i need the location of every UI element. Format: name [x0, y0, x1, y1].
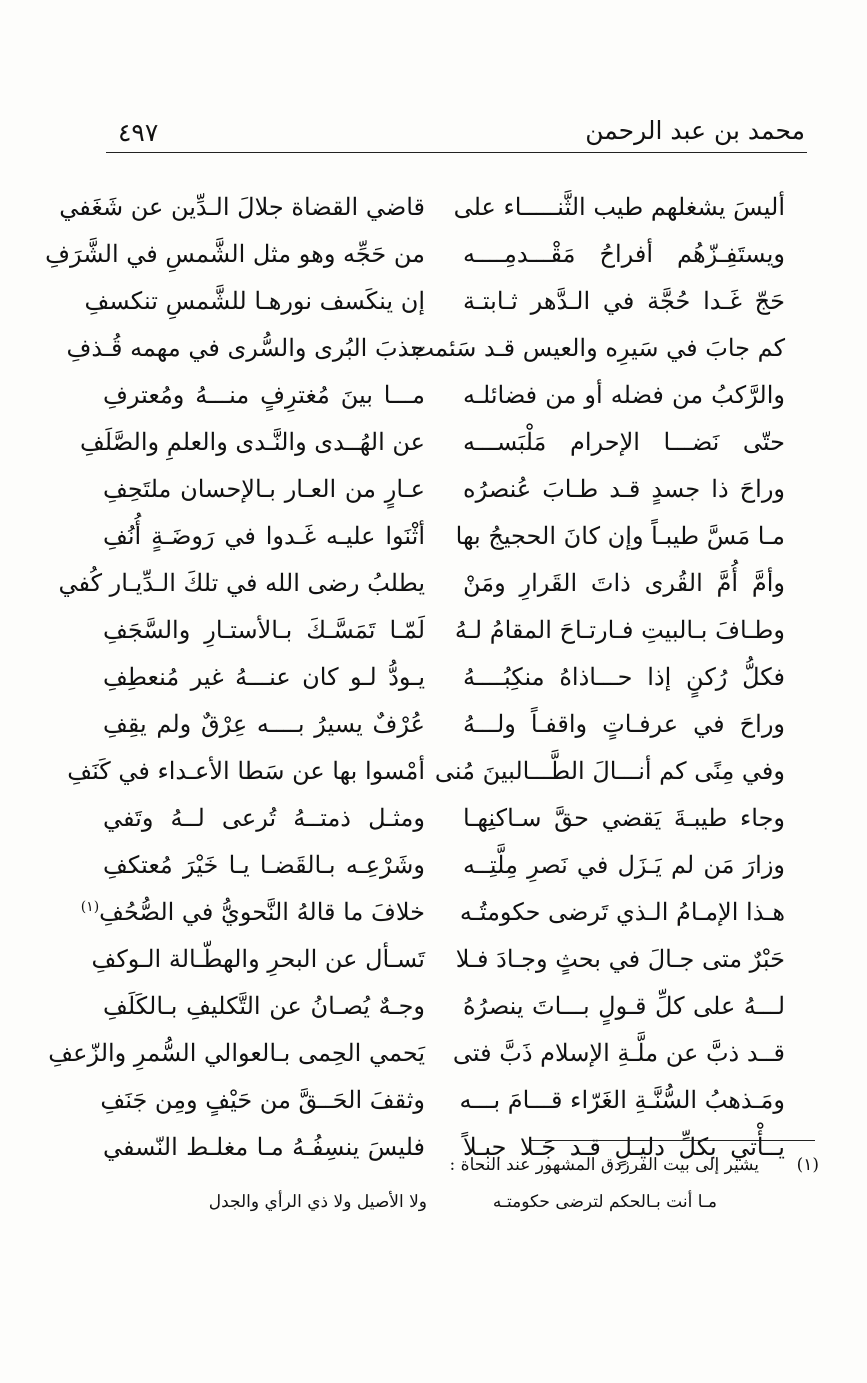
- running-title: محمد بن عبد الرحمن: [585, 116, 805, 145]
- verse-row: [0, 697, 867, 751]
- verse-second-hemistich: [80, 885, 425, 939]
- verse-row: [0, 1073, 867, 1127]
- verse-row: [0, 321, 867, 375]
- verse-row: [0, 885, 867, 939]
- verse-first-hemistich: وأمَّ أُمَّ القُرى ذاتَ القَرارِ ومَنْ: [463, 569, 785, 597]
- verse-row: [0, 180, 867, 234]
- verse-row: [0, 509, 867, 563]
- hemistich-text: خلافَ ما قالهُ النَّحويُّ في الصُّحُفِ: [99, 898, 425, 926]
- verse-first-hemistich: وجاء طيبـةَ يَقضي حقَّ سـاكنِهـا: [463, 804, 785, 832]
- footnote-text: يشير إلى بيت الفرزدق المشهور عند النحاة :: [449, 1155, 759, 1175]
- verse-row: [0, 979, 867, 1033]
- verse-row: [0, 415, 867, 469]
- footnote-marker: (١): [80, 899, 100, 915]
- verse-second-hemistich: فليسَ ينسِفُـهُ مـا مغلـط النّسفي: [103, 1133, 425, 1161]
- verse-first-hemistich: كم جابَ في سَيرِه والعيس قـد سَئمت: [411, 334, 785, 362]
- verse-second-hemistich: يَحمي الحِمى بـالعوالي السُّمرِ والزّعفِ: [48, 1039, 425, 1067]
- verse-second-hemistich: يطلبُ رضى الله في تلكَ الـدِّيـار كُفي: [58, 569, 425, 597]
- footnote-divider: [530, 1140, 815, 1141]
- verse-second-hemistich: عـارٍ من العـار بـالإحسان ملتَحِفِ: [103, 475, 425, 503]
- verse-first-hemistich: قــد ذبَّ عن ملَّـةِ الإسلام ذَبَّ فتى: [452, 1039, 785, 1067]
- verse-first-hemistich: وراحَ في عرفـاتٍ واقفـاً ولـــهُ: [463, 710, 785, 738]
- verse-row: [0, 650, 867, 704]
- verse-first-hemistich: حَجّ غَـدا حُجَّة في الـدَّهر ثـابتـة: [463, 287, 785, 315]
- verse-row: [0, 462, 867, 516]
- verse-second-hemistich: وشَرْعِـه بـالقَضـا يـا خَيْرَ مُعتكفِ: [103, 851, 425, 879]
- verse-first-hemistich: لـــهُ على كلِّ قـولٍ بـــاتَ ينصرُهُ: [463, 992, 785, 1020]
- verse-second-hemistich: مـــا بينَ مُغترِفٍ منـــهُ ومُعترفِ: [103, 381, 425, 409]
- verse-second-hemistich: قاضي القضاة جلالَ الـدِّين عن شَغَفي: [59, 193, 425, 221]
- verse-second-hemistich: تَسـأل عن البحرِ والهطّـالة الـوكفِ: [91, 945, 425, 973]
- verse-row: [0, 274, 867, 328]
- footnote-verse: [0, 1186, 867, 1218]
- verse-first-hemistich: حَبْرٌ متى جـالَ في بحثٍ وجـادَ فـلا: [455, 945, 785, 973]
- verse-row: [0, 744, 867, 798]
- verse-second-hemistich: عُرْفٌ يسيرُ بــــه عِرْقٌ ولم يقِفِ: [103, 710, 425, 738]
- verse-second-hemistich: أثْنَوا عليـه غَـدوا في رَوضَـةٍ أُنُفِ: [103, 522, 425, 550]
- verse-row: [0, 603, 867, 657]
- footnote-number: (١): [796, 1155, 819, 1175]
- verse-second-hemistich: من حَجِّه وهو مثل الشَّمسِ في الشَّرَفِ: [45, 240, 425, 268]
- footnote-verse-second-hemistich: ولا الأصيل ولا ذي الرأي والجدل: [208, 1192, 427, 1212]
- verse-first-hemistich: والرَّكبُ من فضله أو من فضائلـه: [463, 381, 785, 409]
- verse-second-hemistich: أمْسوا بها عن سَطا الأعـداء في كَنَفِ: [67, 757, 425, 785]
- verse-second-hemistich: ومثـل ذمتــهُ تُرعى لــهُ وتَفي: [103, 804, 425, 832]
- verse-second-hemistich: لَمّـا تَمَسَّـكَ بـالأستـارِ والسَّجَفِ: [103, 616, 425, 644]
- verse-first-hemistich: مـا مَسَّ طيبـاً وإن كانَ الحجيجُ بها: [455, 522, 785, 550]
- verse-first-hemistich: أليسَ يشغلهم طيب الثَّنـــــاء على: [453, 193, 785, 221]
- verse-row: [0, 556, 867, 610]
- header-divider: [106, 152, 807, 153]
- verse-first-hemistich: وطـافَ بـالبيتِ فـارتـاحَ المقامُ لـهُ: [454, 616, 785, 644]
- verse-first-hemistich: ومَـذهبُ السُّنَّـةِ الغَرّاء قـــامَ بـــه: [459, 1086, 785, 1114]
- verse-second-hemistich: يـودُّ لـو كان عنـــهُ غير مُنعطِفِ: [103, 663, 425, 691]
- verse-first-hemistich: يــأْتي بكلِّ دليـلٍ قـد جَـلا جبـلاً: [463, 1133, 785, 1161]
- verse-first-hemistich: هـذا الإمـامُ الـذي تَرضى حكومتُـه: [459, 898, 785, 926]
- footnote-verse-first-hemistich: مـا أنت بـالحكم لترضى حكومتـه: [492, 1192, 717, 1212]
- verse-row: [0, 791, 867, 845]
- verse-first-hemistich: ويستَفِـزّهُم أفراحُ مَقْـــدمِــــه: [463, 240, 785, 268]
- verse-second-hemistich: وثقفَ الحَــقَّ من حَيْفٍ ومِن جَنَفِ: [100, 1086, 425, 1114]
- page-number: ٤٩٧: [118, 118, 159, 147]
- verse-second-hemistich: عن الهُــدى والنَّـدى والعلمِ والصَّلَفِ: [79, 428, 425, 456]
- verse-first-hemistich: فكلُّ رُكنٍ إذا حـــاذاهُ منكِبُــــهُ: [463, 663, 785, 691]
- verse-row: [0, 932, 867, 986]
- verse-second-hemistich: جذبَ البُرى والسُّرى في مهمه قُـذفِ: [66, 334, 425, 362]
- verse-row: [0, 1026, 867, 1080]
- verse-second-hemistich: وجـهٌ يُصـانُ عن التَّكليفِ بـالكَلَفِ: [103, 992, 425, 1020]
- verse-row: [0, 227, 867, 281]
- verse-first-hemistich: حتّى نَضـــا الإحرام مَلْبَســـه: [463, 428, 785, 456]
- verse-first-hemistich: وراحَ ذا جسدٍ قـد طـابَ عُنصرُه: [463, 475, 785, 503]
- verse-first-hemistich: وفي مِنًى كم أنـــالَ الطَّـــالبينَ مُنى: [434, 757, 785, 785]
- verse-row: [0, 368, 867, 422]
- verse-second-hemistich: إن ينكَسف نورهـا للشَّمسِ تنكسفِ: [84, 287, 425, 315]
- verse-row: [0, 838, 867, 892]
- verse-first-hemistich: وزارَ مَن لم يَـزَل في نَصرِ مِلَّتِــه: [463, 851, 785, 879]
- footnote: [49, 1152, 819, 1178]
